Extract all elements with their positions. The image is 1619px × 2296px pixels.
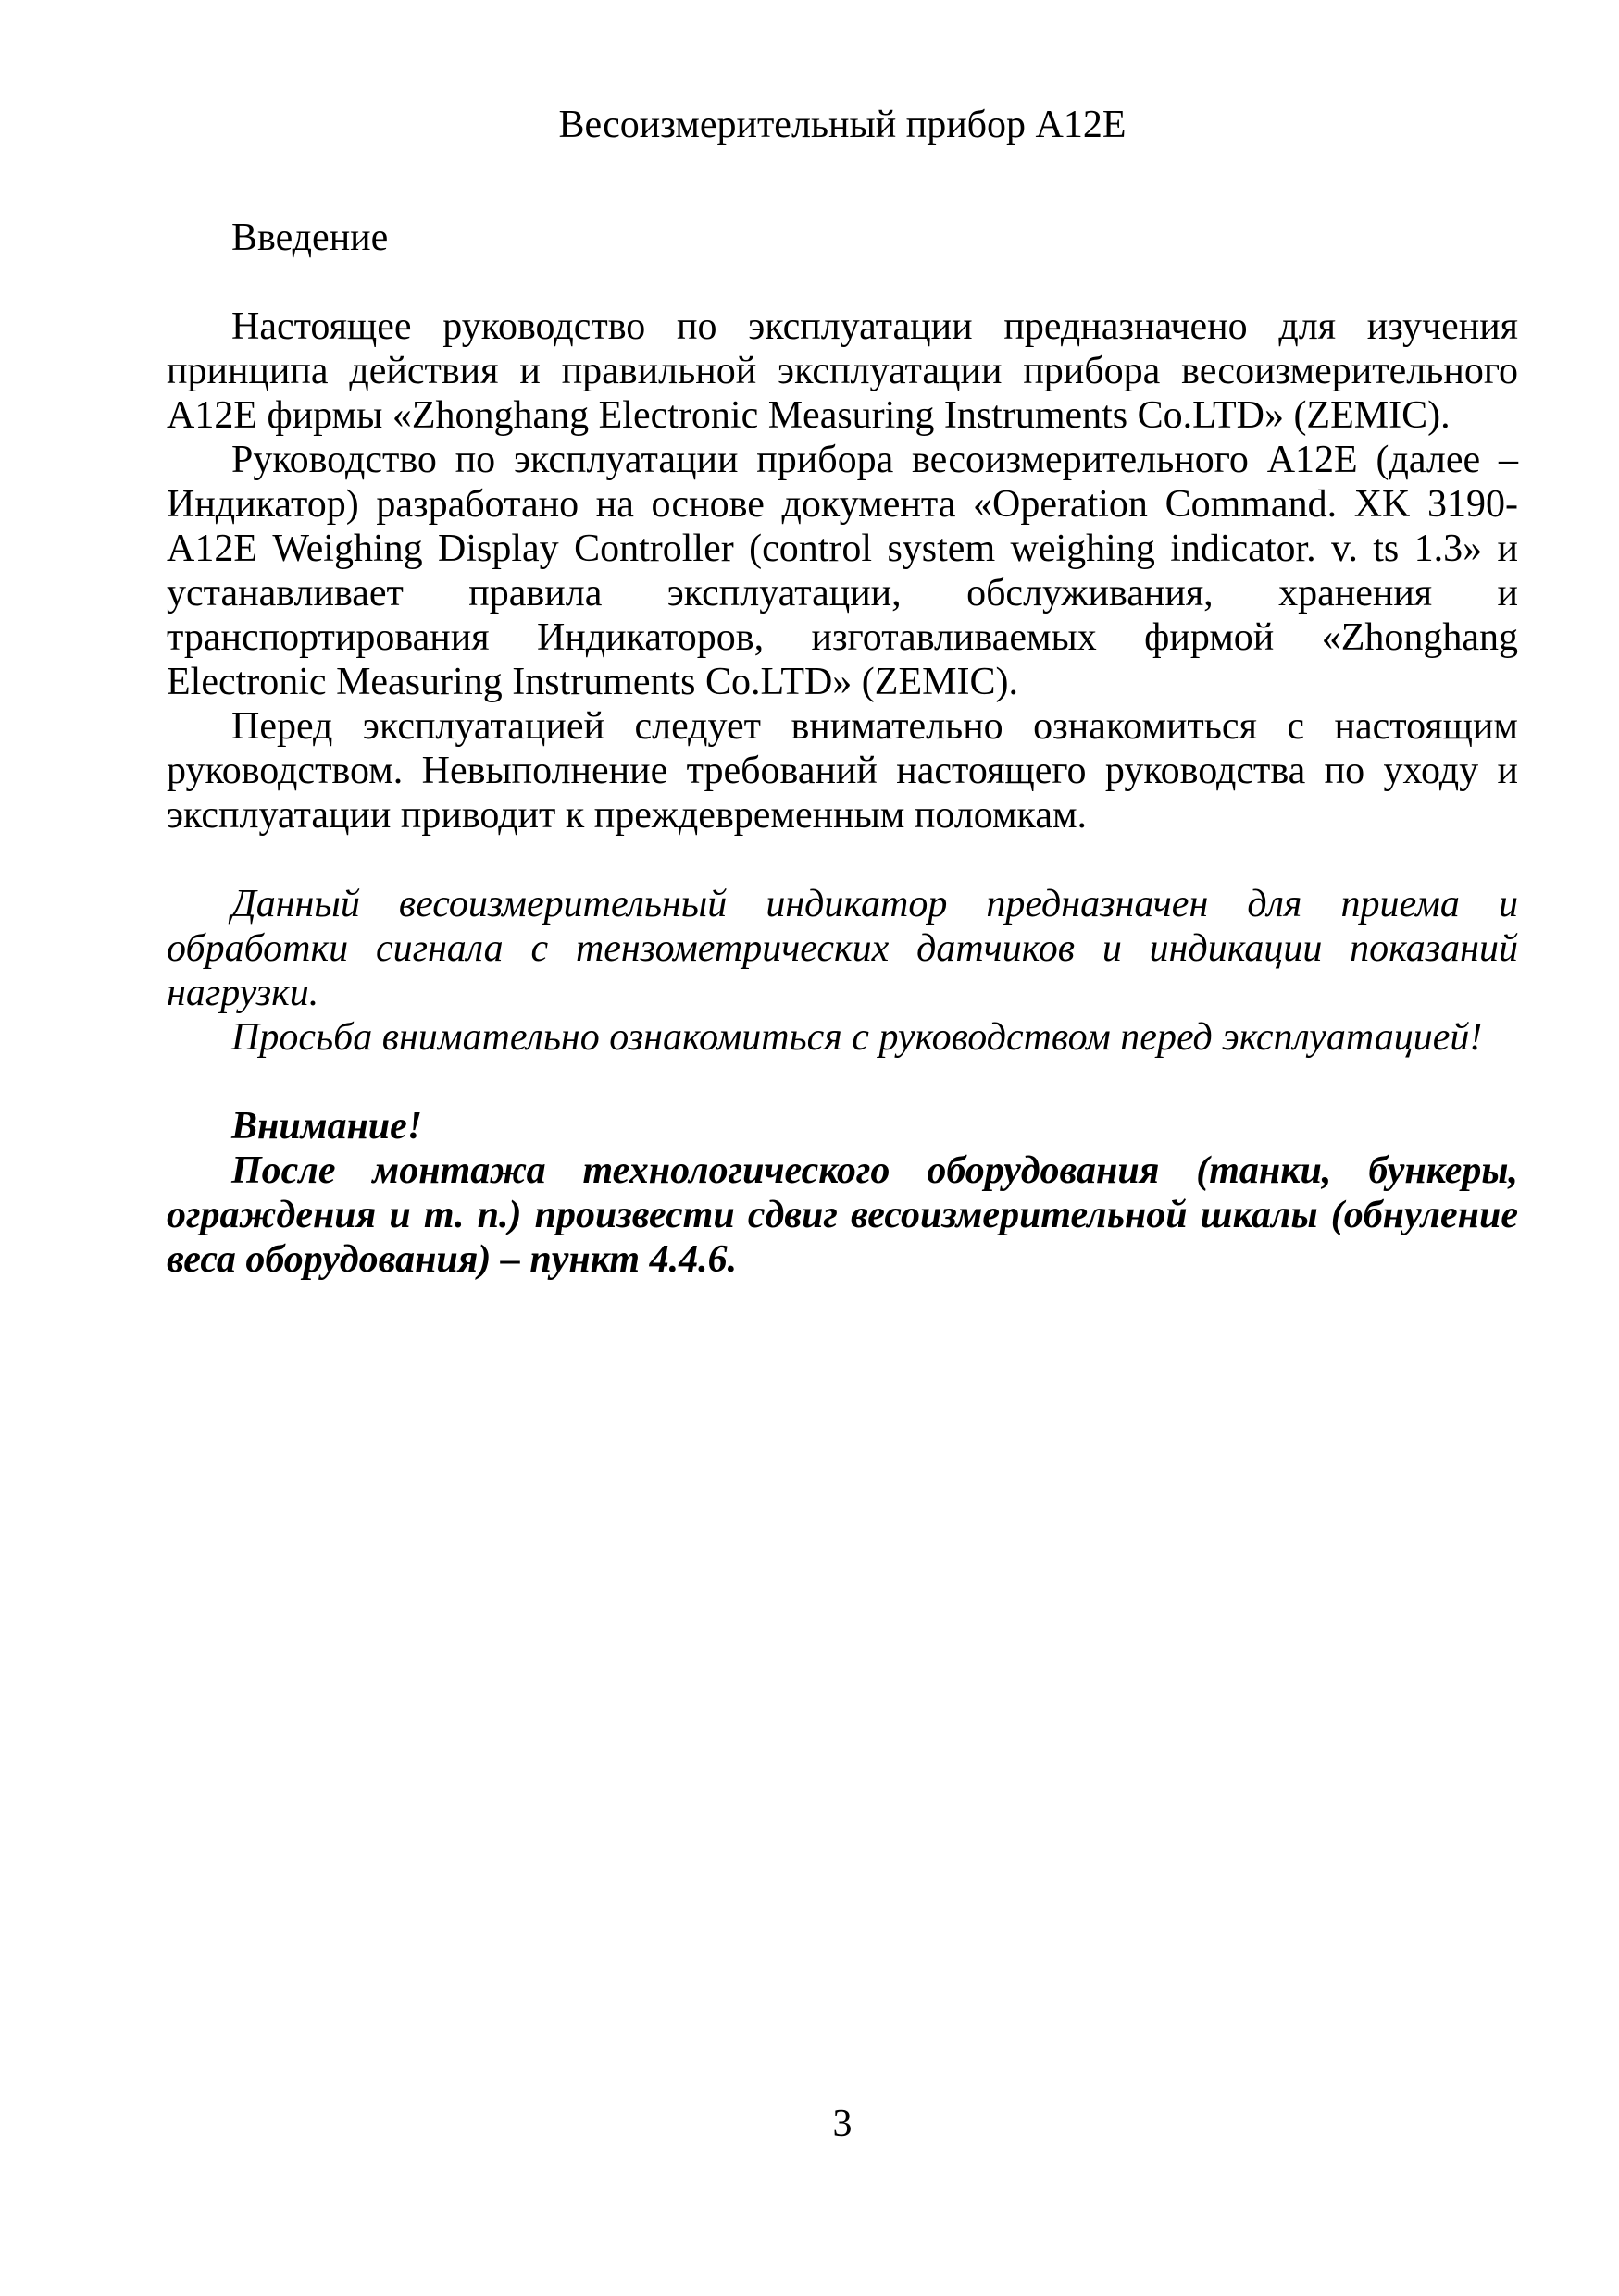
paragraph-basis-document: Руководство по эксплуатации прибора весоизмерительного А12Е (далее – Индикатор) разработано на основе документа «Operation Command. XK 3190-А12Е Weighing Display Controller (control system weighing indicator. v. ts 1.3» и устанавливает правила эксплуатации, обслуживания, хранения и транспортирования Индикаторов, изготавливаемых фирмой «Zhonghang Electronic Measuring Instruments Co.LTD» (ZEMIC). [167, 439, 1518, 703]
attention-instruction: После монтажа технологического оборудования (танки, бункеры, ограждения и т. п.) произвести сдвиг весоизмерительной шкалы (обнуление веса оборудования) – пункт 4.4.6. [167, 1149, 1518, 1281]
document-content [167, 103, 1518, 1282]
attention-heading: Внимание! [231, 1105, 423, 1148]
paragraph-indicator-purpose-note: Данный весоизмерительный индикатор предназначен для приема и обработки сигнала с тензометрических датчиков и индикации показаний нагрузки. [167, 883, 1518, 1014]
paragraph-purpose: Настоящее руководство по эксплуатации предназначено для изучения принципа действия и правильной эксплуатации прибора весоизмерительного А12Е фирмы «Zhonghang Electronic Measuring Instruments Co.LTD» (ZEMIC). [167, 305, 1518, 437]
section-heading-introduction: Введение [231, 217, 389, 259]
paragraph-request-note: Просьба внимательно ознакомиться с руководством перед эксплуатацией! [231, 1016, 1483, 1059]
paragraph-read-before-use: Перед эксплуатацией следует внимательно ознакомиться с настоящим руководством. Невыполнение требований настоящего руководства по уходу и эксплуатации приводит к преждевременным поломкам. [167, 705, 1518, 837]
page-number: 3 [832, 2103, 853, 2145]
document-title: Весоизмерительный прибор А12Е [558, 104, 1127, 146]
